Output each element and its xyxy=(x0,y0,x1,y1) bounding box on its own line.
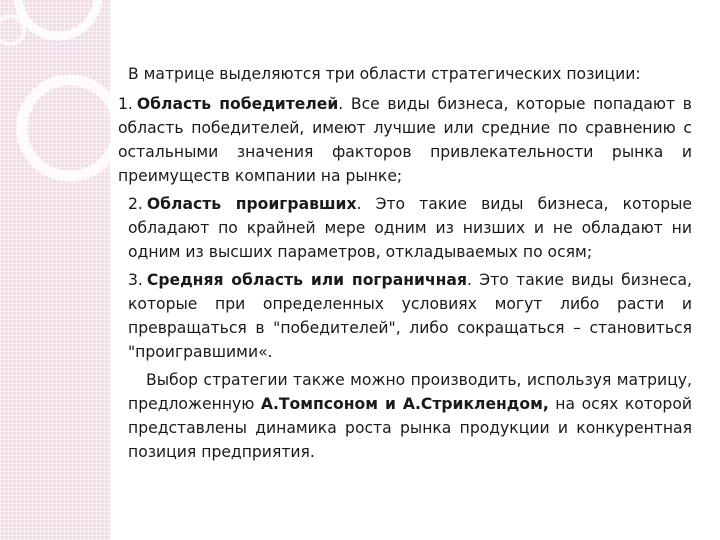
item-number: 3. xyxy=(128,271,143,289)
item-term: Область победителей xyxy=(136,95,339,113)
slide-heading: В матрице выделяются три области стратегических позиции: xyxy=(128,65,641,83)
item-number: 2. xyxy=(128,195,143,213)
item-text: . Это такие виды бизнеса, которые обладают по крайней мере одним из низших и не обладают ни одним из высших параметров, откладываемых по осям; xyxy=(128,195,692,261)
decorative-ring-top xyxy=(18,0,98,36)
closing-authors: А.Томпсоном и А.Стриклендом, xyxy=(260,395,549,413)
slide-body xyxy=(118,62,692,464)
decorative-side-band xyxy=(0,0,110,540)
decorative-ring-middle xyxy=(22,80,110,176)
decorative-rings xyxy=(0,0,110,540)
closing-text-before: Выбор стратегии также можно производить, используя матрицу, предложенную xyxy=(128,371,692,413)
closing-text-after: на осях которой представлены динамика роста рынка продукции и конкурентная позиция предприятия. xyxy=(128,395,692,461)
item-number: 1. xyxy=(118,95,133,113)
closing-paragraph xyxy=(118,368,692,464)
item-winners xyxy=(118,92,692,188)
decorative-ring-small xyxy=(0,16,24,44)
item-term: Область проигравших xyxy=(146,195,357,213)
item-borderline xyxy=(118,268,692,364)
item-text: . Все виды бизнеса, которые попадают в область победителей, имеют лучшие или средние по сравнению с остальными значения факторов привлекательности рынка и преимуществ компании на рынке; xyxy=(118,95,692,185)
item-text: . Это такие виды бизнеса, которые при определенных условиях могут либо расти и превращаться в "победителей", либо сокращаться – становиться "проигравшими«. xyxy=(128,271,693,361)
item-term: Средняя область или пограничная xyxy=(146,271,467,289)
item-losers xyxy=(118,192,692,264)
